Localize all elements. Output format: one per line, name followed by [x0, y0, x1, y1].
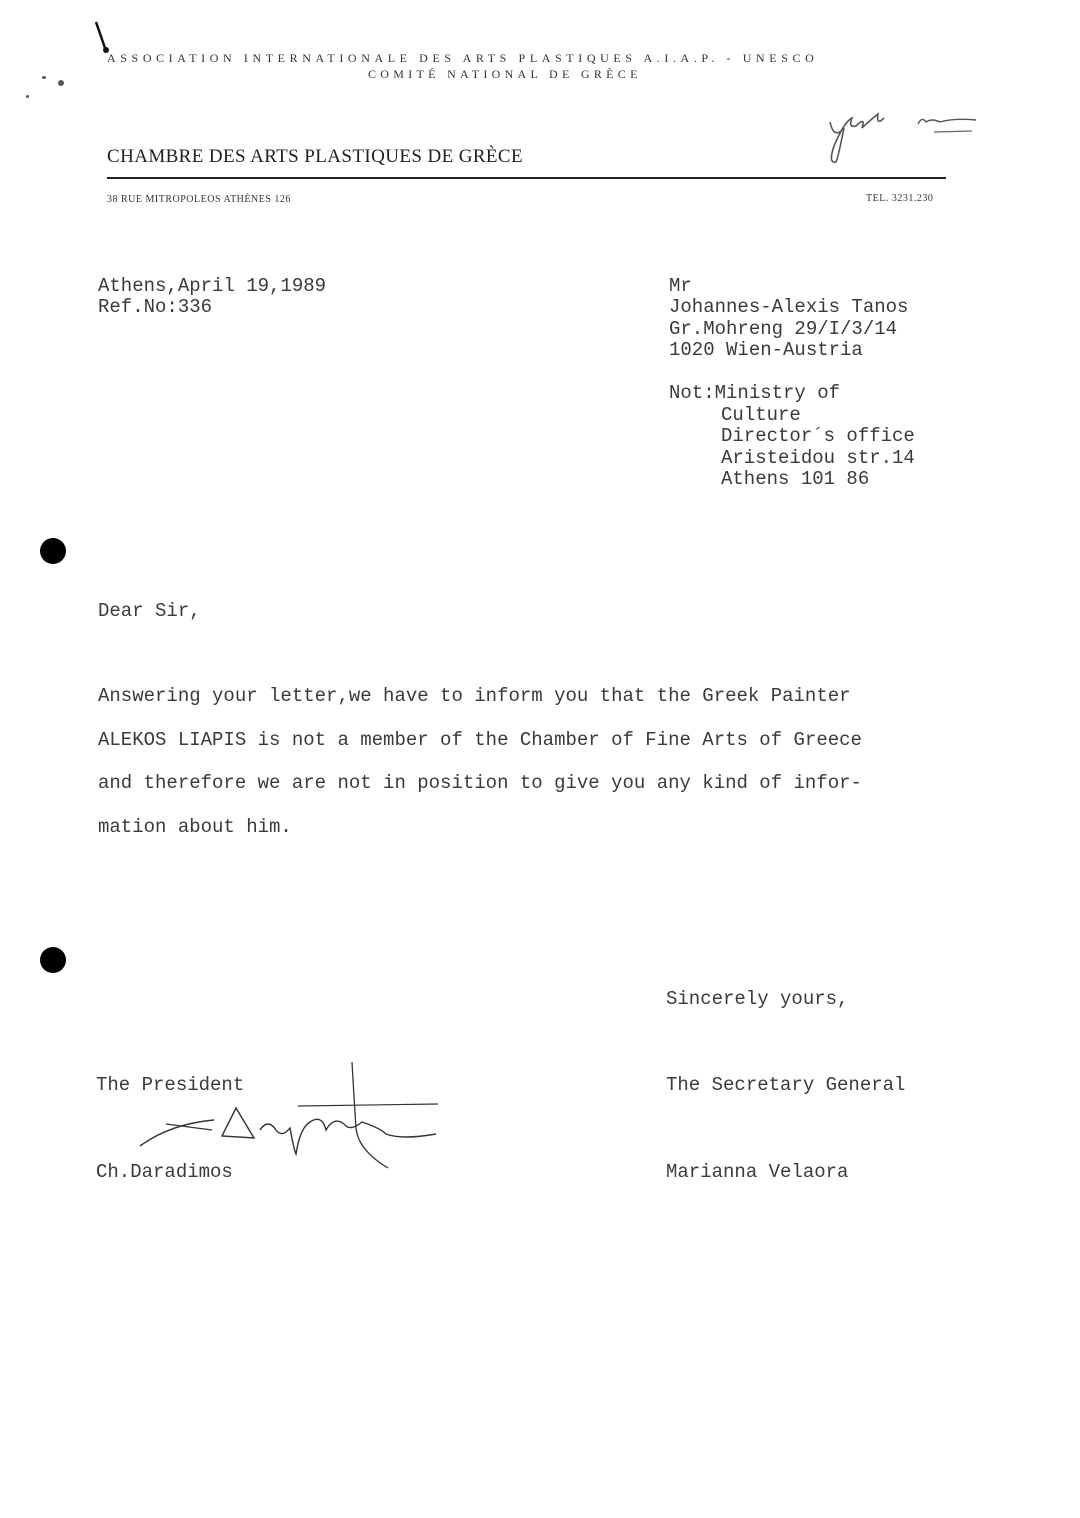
recipient-title: Mr	[669, 275, 692, 297]
secretary-name: Marianna Velaora	[666, 1161, 849, 1183]
body-line: mation about him.	[98, 816, 292, 838]
ref-line: Ref.No:336	[98, 296, 213, 318]
recipient-city: 1020 Wien-Austria	[669, 339, 863, 361]
body-line: and therefore we are not in position to give you any kind of infor-	[98, 772, 862, 794]
president-title: The President	[96, 1074, 245, 1096]
closing: Sincerely yours,	[666, 988, 849, 1010]
comite-line: COMITÉ NATIONAL DE GRÈCE	[368, 67, 642, 81]
secretary-title: The Secretary General	[666, 1074, 906, 1096]
recipient-street: Gr.Mohreng 29/I/3/14	[669, 318, 898, 340]
notification-line-4: Aristeidou str.14	[721, 447, 915, 469]
ink-speck	[58, 80, 64, 86]
president-signature	[130, 1058, 450, 1178]
president-name: Ch.Daradimos	[96, 1161, 233, 1183]
notification-line-3: Director´s office	[721, 425, 915, 447]
body-line: ALEKOS LIAPIS is not a member of the Chamber of Fine Arts of Greece	[98, 729, 862, 751]
letterhead-rule	[107, 177, 946, 179]
punch-hole-top	[40, 538, 66, 564]
recipient-name: Johannes-Alexis Tanos	[669, 296, 909, 318]
notification-line-1: Not:Ministry of	[669, 382, 841, 404]
body-line: Answering your letter,we have to inform you that the Greek Painter	[98, 685, 851, 707]
ink-speck	[42, 76, 46, 79]
handwritten-initials	[822, 100, 992, 170]
letterhead-tel: TEL. 3231.230	[866, 193, 934, 204]
ink-speck	[26, 95, 29, 98]
salutation: Dear Sir,	[98, 600, 201, 622]
notification-line-5: Athens 101 86	[721, 468, 870, 490]
letterhead-address: 38 RUE MITROPOLEOS ATHÈNES 126	[107, 194, 291, 205]
association-line: ASSOCIATION INTERNATIONALE DES ARTS PLASTIQUES A.I.A.P. - UNESCO	[107, 51, 819, 65]
punch-hole-bottom	[40, 947, 66, 973]
chambre-title: CHAMBRE DES ARTS PLASTIQUES DE GRÈCE	[107, 146, 523, 167]
notification-line-2: Culture	[721, 404, 801, 426]
date-line: Athens,April 19,1989	[98, 275, 327, 297]
